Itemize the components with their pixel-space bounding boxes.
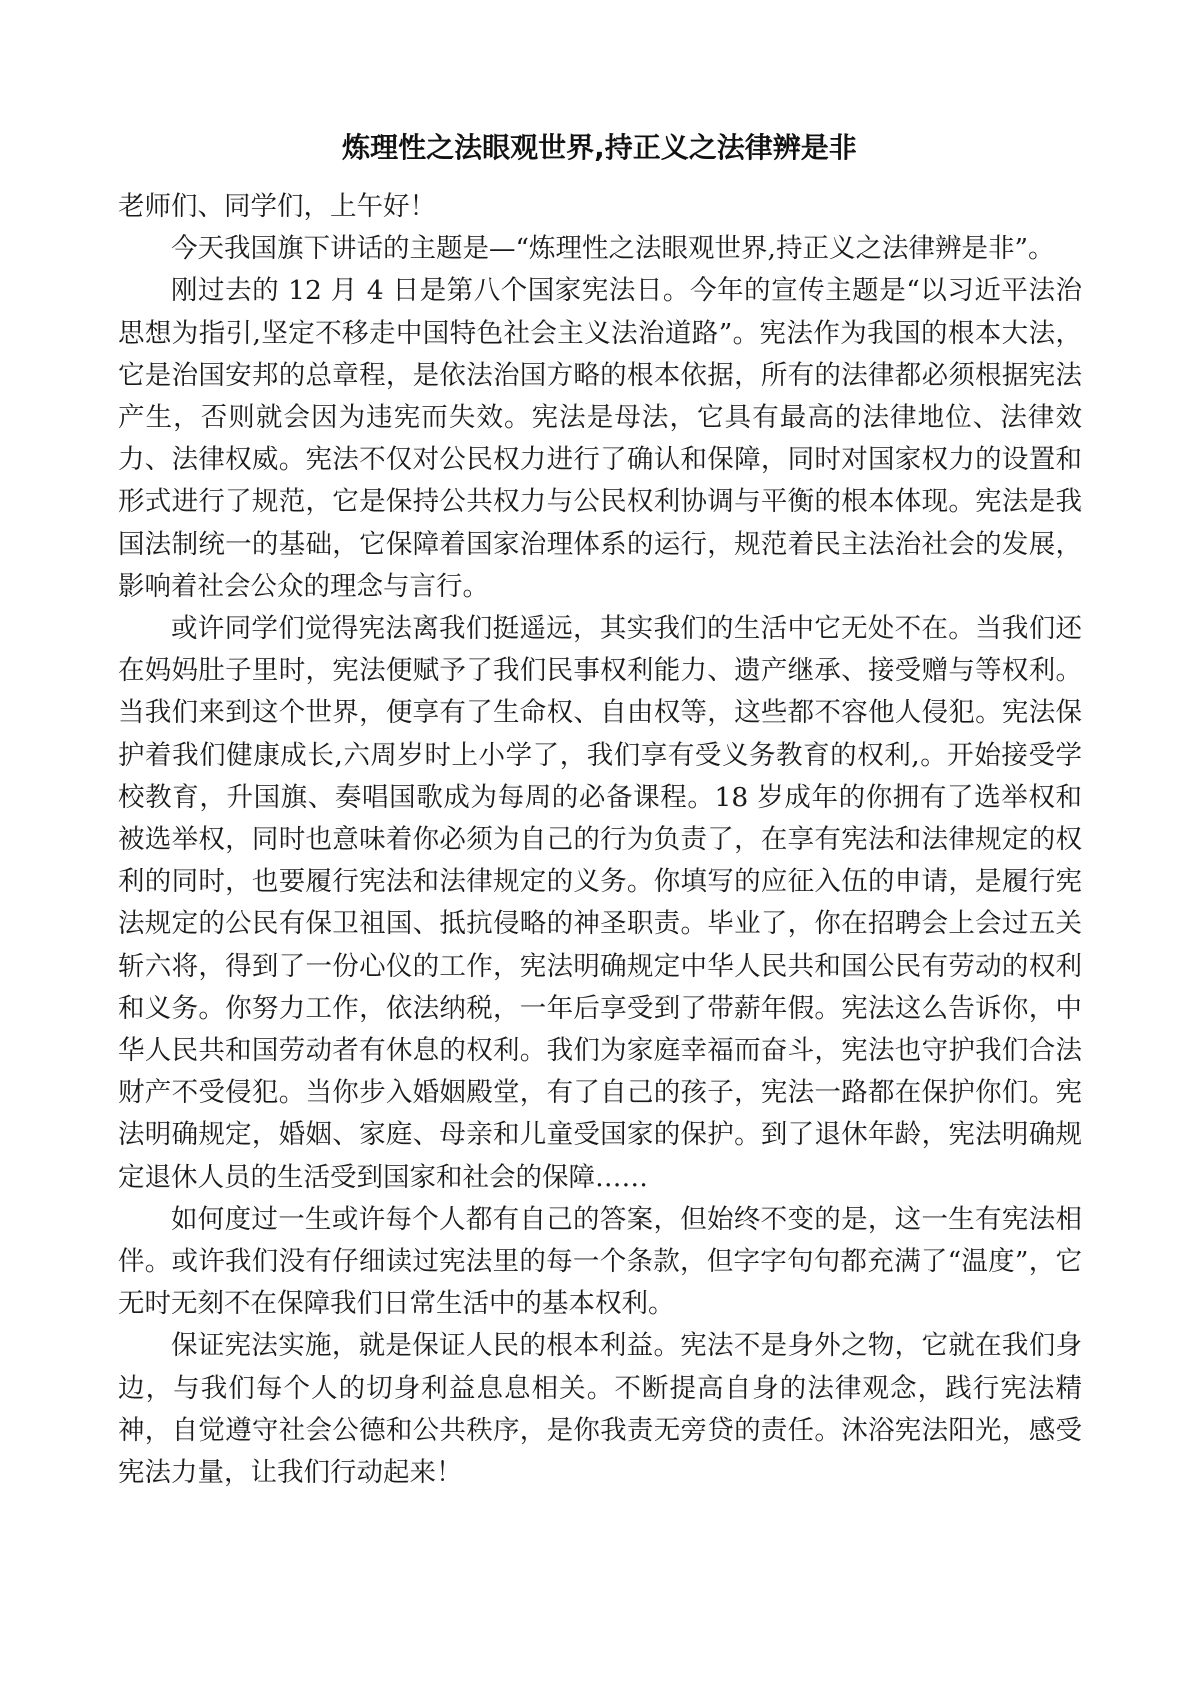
paragraph-lifelong-companion: 如何度过一生或许每个人都有自己的答案，但始终不变的是，这一生有宪法相伴。或许我们没有仔细读过宪法里的每一个条款，但字字句句都充满了“温度”，它无时无刻不在保障我们日常生活中的基本权利。	[118, 1203, 1082, 1320]
paragraph-constitution-day: 刚过去的 12 月 4 日是第八个国家宪法日。今年的宣传主题是“以习近平法治思想为指引,坚定不移走中国特色社会主义法治道路”。宪法作为我国的根本大法，它是治国安邦的总章程，是依法治国方略的根本依据，所有的法律都必须根据宪法产生，否则就会因为违宪而失效。宪法是母法，它具有最高的法律地位、法律效力、法律权威。宪法不仅对公民权力进行了确认和保障，同时对国家权力的设置和形式进行了规范，它是保持公共权力与公民权利协调与平衡的根本体现。宪法是我国法制统一的基础，它保障着国家治理体系的运行，规范着民主法治社会的发展，影响着社会公众的理念与言行。	[118, 275, 1082, 602]
greeting-line: 老师们、同学们，上午好！	[118, 191, 436, 222]
document-title: 炼理性之法眼观世界,持正义之法律辨是非	[342, 131, 857, 164]
paragraph-life-protection: 或许同学们觉得宪法离我们挺遥远，其实我们的生活中它无处不在。当我们还在妈妈肚子里时，宪法便赋予了我们民事权利能力、遗产继承、接受赠与等权利。当我们来到这个世界，便享有了生命权、自由权等，这些都不容他人侵犯。宪法保护着我们健康成长,六周岁时上小学了，我们享有受义务教育的权利,。开始接受学校教育，升国旗、奏唱国歌成为每周的必备课程。18 岁成年的你拥有了选举权和被选举权，同时也意味着你必须为自己的行为负责了，在享有宪法和法律规定的权利的同时，也要履行宪法和法律规定的义务。你填写的应征入伍的申请，是履行宪法规定的公民有保卫祖国、抵抗侵略的神圣职责。毕业了，你在招聘会上会过五关斩六将，得到了一份心仪的工作，宪法明确规定中华人民共和国公民有劳动的权利和义务。你努力工作，依法纳税，一年后享受到了带薪年假。宪法这么告诉你，中华人民共和国劳动者有休息的权利。我们为家庭幸福而奋斗，宪法也守护我们合法财产不受侵犯。当你步入婚姻殿堂，有了自己的孩子，宪法一路都在保护你们。宪法明确规定，婚姻、家庭、母亲和儿童受国家的保护。到了退休年龄，宪法明确规定退休人员的生活受到国家和社会的保障……	[118, 613, 1082, 1193]
paragraph-call-to-action: 保证宪法实施，就是保证人民的根本利益。宪法不是身外之物，它就在我们身边，与我们每个人的切身利益息息相关。不断提高自身的法律观念，践行宪法精神，自觉遵守社会公德和公共秩序，是你我责无旁贷的责任。沐浴宪法阳光，感受宪法力量，让我们行动起来！	[118, 1330, 1082, 1489]
document-body	[118, 186, 1082, 1494]
paragraph-topic: 今天我国旗下讲话的主题是—“炼理性之法眼观世界,持正义之法律辨是非”。	[171, 233, 1055, 265]
